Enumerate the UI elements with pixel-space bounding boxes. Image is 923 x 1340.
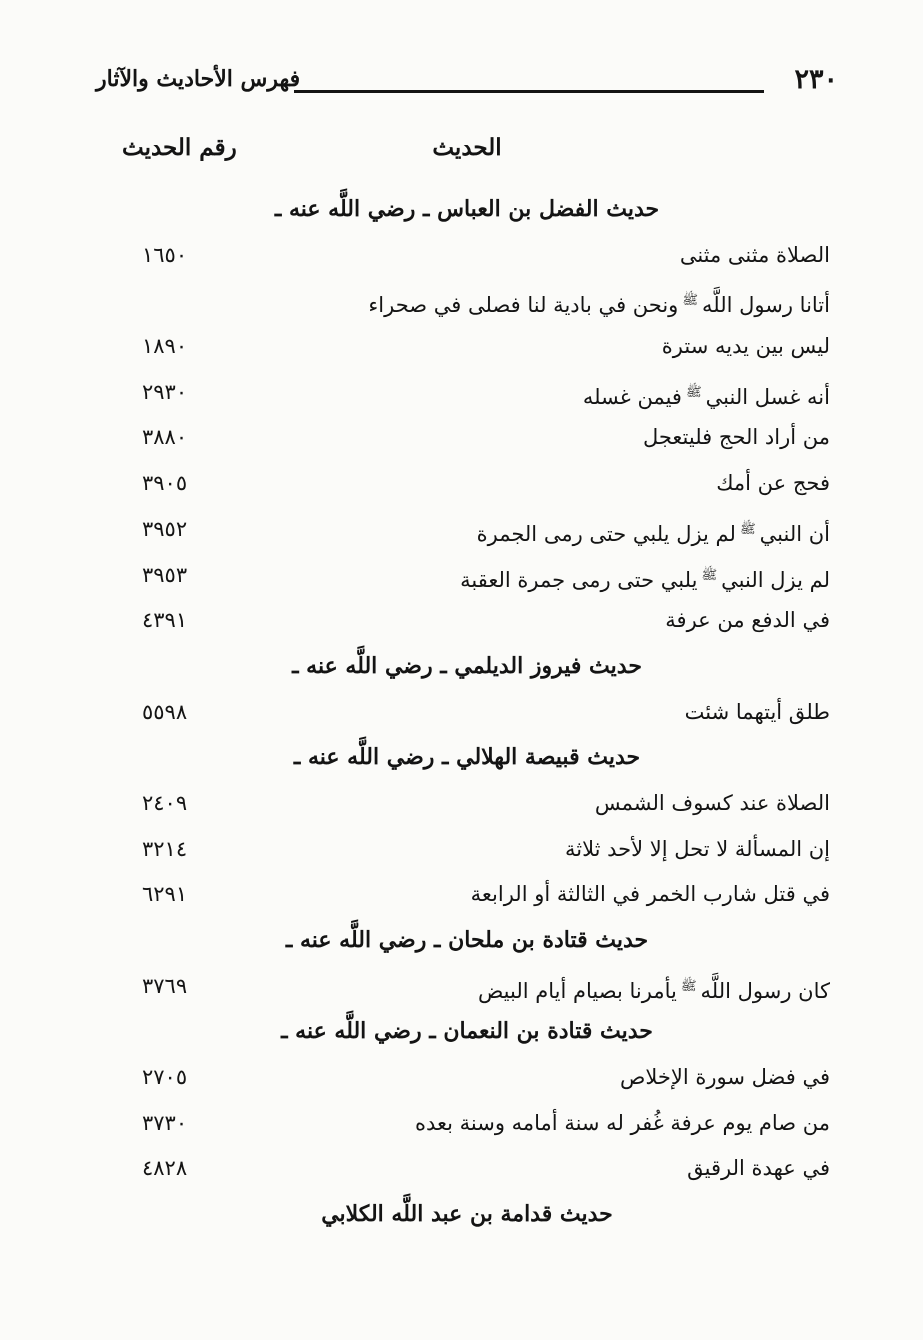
entry-text: إن المسألة لا تحل إلا لأحد ثلاثة bbox=[564, 836, 830, 861]
honorific-glyph: ﷺ bbox=[739, 521, 756, 537]
running-head bbox=[96, 64, 838, 104]
index-entry bbox=[96, 781, 838, 827]
entry-text bbox=[583, 370, 830, 421]
entry-text: الصلاة عند كسوف الشمس bbox=[594, 790, 830, 815]
entry-text-part: لم يزل يلبي حتى رمى الجمرة bbox=[476, 521, 736, 546]
entry-number: ٥٥٩٨ bbox=[142, 699, 188, 724]
entry-text: في قتل شارب الخمر في الثالثة أو الرابعة bbox=[470, 882, 830, 907]
entry-text: في الدفع من عرفة bbox=[665, 608, 830, 633]
section-heading bbox=[96, 1192, 838, 1238]
entry-text-part: ونحن في بادية لنا فصلى في صحراء bbox=[368, 293, 679, 318]
entry-number: ٤٨٢٨ bbox=[142, 1156, 188, 1181]
index-entry bbox=[96, 233, 838, 279]
index-entry bbox=[96, 461, 838, 507]
index-entry bbox=[96, 415, 838, 461]
section-heading-text: حديث قتادة بن النعمان ـ رضي اللَّه عنه ـ bbox=[281, 1018, 653, 1045]
entry-number: ٣٨٨٠ bbox=[142, 425, 188, 450]
column-headers bbox=[96, 134, 838, 174]
section-heading-text: حديث قتادة بن ملحان ـ رضي اللَّه عنه ـ bbox=[285, 927, 649, 953]
entry-text: من صام يوم عرفة غُفر له سنة أمامه وسنة بعده bbox=[414, 1110, 830, 1135]
honorific-glyph: ﷺ bbox=[680, 978, 697, 994]
index-entry bbox=[96, 507, 838, 553]
entry-text-part: أن النبي bbox=[759, 521, 830, 546]
index-entry bbox=[96, 1055, 838, 1101]
index-entry bbox=[96, 690, 838, 736]
entry-text bbox=[477, 507, 830, 558]
entry-text: في فضل سورة الإخلاص bbox=[619, 1065, 830, 1090]
entry-text bbox=[368, 278, 830, 329]
honorific-glyph: ﷺ bbox=[701, 567, 718, 583]
index-entry bbox=[96, 872, 838, 918]
entry-number: ٣٩٥٣ bbox=[142, 562, 188, 587]
entry-text-part: أتانا رسول اللَّه bbox=[702, 293, 830, 318]
entry-number: ٣٩٠٥ bbox=[142, 471, 188, 496]
entry-text: طلق أيتهما شئت bbox=[684, 699, 830, 724]
section-heading bbox=[96, 1009, 838, 1055]
entry-number: ٣٧٣٠ bbox=[142, 1110, 188, 1135]
entry-text bbox=[478, 964, 830, 1015]
section-heading-text: حديث قدامة بن عبد اللَّه الكلابي bbox=[321, 1201, 613, 1228]
entry-text-part: أنه غسل النبي bbox=[705, 384, 830, 409]
section-heading-text: حديث الفضل بن العباس ـ رضي اللَّه عنه ـ bbox=[274, 196, 660, 222]
entry-number: ٤٣٩١ bbox=[142, 608, 188, 633]
section-heading-text: حديث قبيصة الهلالي ـ رضي اللَّه عنه ـ bbox=[293, 744, 641, 771]
index-entry bbox=[96, 278, 838, 324]
entry-number: ١٦٥٠ bbox=[142, 242, 188, 267]
index-entry bbox=[96, 827, 838, 873]
entry-number: ٢٤٠٩ bbox=[142, 790, 188, 815]
entry-text: الصلاة مثنى مثنى bbox=[679, 242, 830, 267]
section-heading bbox=[96, 644, 838, 690]
section-heading bbox=[96, 735, 838, 781]
entry-text: من أراد الحج فليتعجل bbox=[642, 425, 830, 450]
entry-text bbox=[460, 553, 830, 604]
entry-text-part: كان رسول اللَّه bbox=[700, 978, 830, 1003]
entry-number: ٦٢٩١ bbox=[142, 882, 188, 907]
column-header-number: رقم الحديث bbox=[122, 134, 237, 161]
index-table bbox=[96, 187, 838, 1238]
entry-number: ٣٩٥٢ bbox=[142, 516, 188, 541]
running-title: فهرس الأحاديث والآثار bbox=[96, 66, 301, 92]
entry-text-part: يأمرنا بصيام أيام البيض bbox=[477, 978, 677, 1003]
index-entry bbox=[96, 964, 838, 1010]
entry-text-part: لم يزل النبي bbox=[721, 567, 830, 592]
entry-text: ليس بين يديه سترة bbox=[661, 334, 830, 359]
section-heading bbox=[96, 187, 838, 233]
index-entry bbox=[96, 598, 838, 644]
entry-text-part: فيمن غسله bbox=[582, 384, 682, 409]
index-entry bbox=[96, 324, 838, 370]
entry-text: في عهدة الرقيق bbox=[687, 1156, 830, 1181]
index-entry bbox=[96, 370, 838, 416]
honorific-glyph: ﷺ bbox=[682, 293, 699, 309]
section-heading-text: حديث فيروز الديلمي ـ رضي اللَّه عنه ـ bbox=[292, 652, 642, 679]
entry-number: ٣٢١٤ bbox=[142, 836, 188, 861]
page-number: ٢٣٠ bbox=[794, 64, 838, 95]
index-entry bbox=[96, 553, 838, 599]
section-heading bbox=[96, 918, 838, 964]
header-rule bbox=[294, 90, 764, 93]
entry-number: ٢٧٠٥ bbox=[142, 1065, 188, 1090]
entry-text-part: يلبي حتى رمى جمرة العقبة bbox=[460, 567, 698, 592]
entry-number: ١٨٩٠ bbox=[142, 334, 188, 359]
entry-text: فحج عن أمك bbox=[716, 471, 830, 496]
column-header-hadith: الحديث bbox=[432, 134, 502, 161]
honorific-glyph: ﷺ bbox=[685, 384, 702, 400]
index-entry bbox=[96, 1101, 838, 1147]
entry-number: ٢٩٣٠ bbox=[142, 379, 188, 404]
index-entry bbox=[96, 1146, 838, 1192]
entry-number: ٣٧٦٩ bbox=[142, 973, 188, 998]
